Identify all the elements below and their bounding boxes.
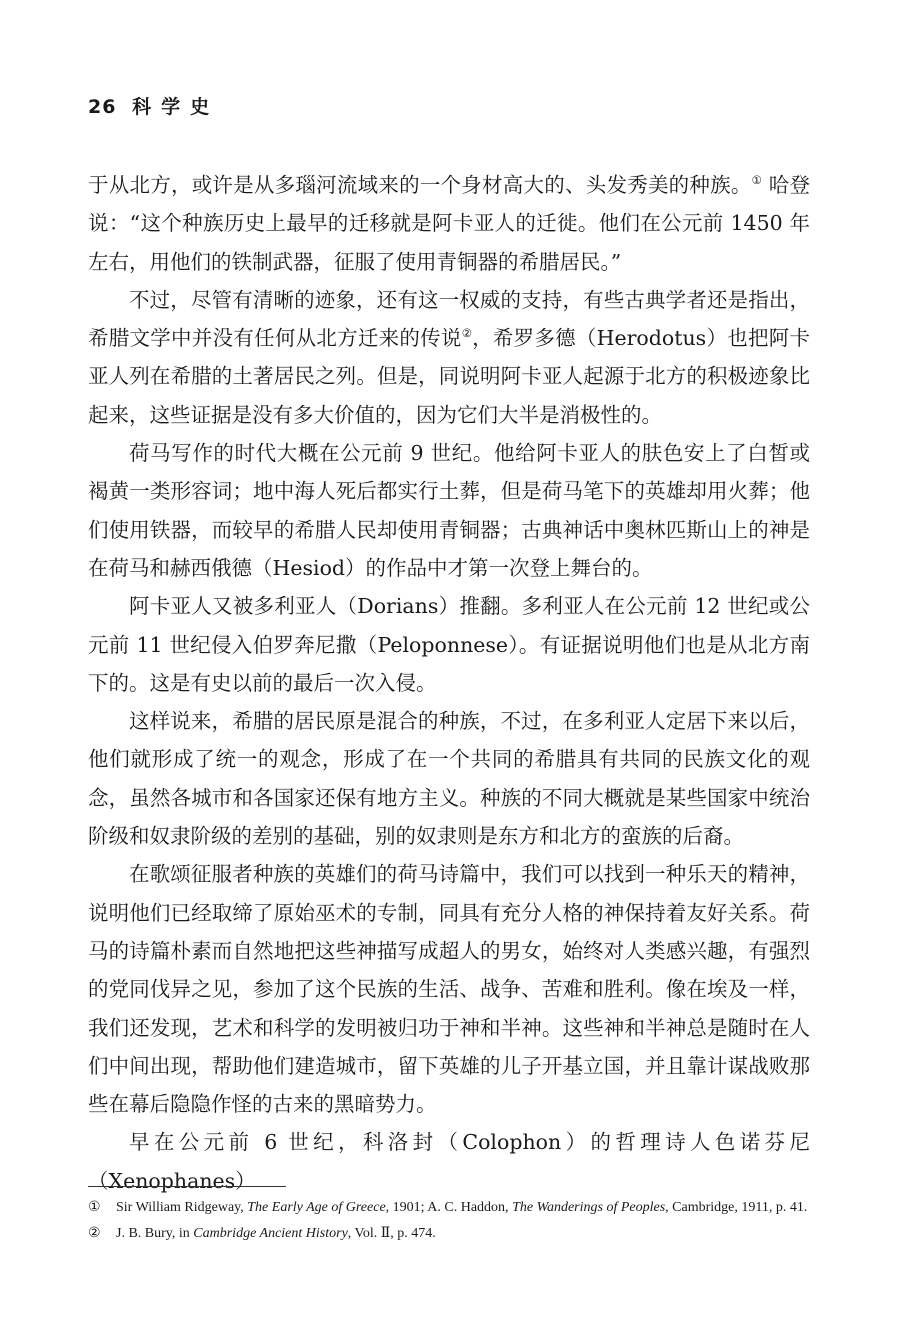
book-title: Cambridge Ancient History xyxy=(193,1226,348,1241)
footnote-mark: ① xyxy=(88,1200,101,1215)
footnote-divider xyxy=(88,1186,286,1187)
footnote-ref-2[interactable]: ② xyxy=(461,327,473,341)
paragraph-4: 阿卡亚人又被多利亚人（Dorians）推翻。多利亚人在公元前 12 世纪或公元前 11 世纪侵入伯罗奔尼撒（Peloponnese）。有证据说明他们也是从北方南下的。这是有史以前的最后一次入侵。 xyxy=(88,594,810,695)
book-title: The Wanderings of Peoples xyxy=(512,1200,666,1215)
paragraph-1: 于从北方，或许是从多瑙河流域来的一个身材高大的、头发秀美的种族。① 哈登说：“这个种族历史上最早的迁移就是阿卡亚人的迁徙。他们在公元前 1450 年左右，用他们的铁制武器，征服了使用青铜器的希腊居民。” xyxy=(88,173,810,274)
footnote-1: ① Sir William Ridgeway, The Early Age of Greece, 1901; A. C. Haddon, The Wanderings of Peoples, Cambridge, 1911, p. 41. xyxy=(88,1196,810,1219)
paragraph-6: 在歌颂征服者种族的英雄们的荷马诗篇中，我们可以找到一种乐天的精神，说明他们已经取缔了原始巫术的专制，同具有充分人格的神保持着友好关系。荷马的诗篇朴素而自然地把这些神描写成超人的男女，始终对人类感兴趣，有强烈的党同伐异之见，参加了这个民族的生活、战争、苦难和胜利。像在埃及一样，我们还发现，艺术和科学的发明被归功于神和半神。这些神和半神总是随时在人们中间出现，帮助他们建造城市，留下英雄的儿子开基立国，并且靠计谋战败那些在幕后隐隐作怪的古来的黑暗势力。 xyxy=(88,862,810,1117)
paragraph-2: 不过，尽管有清晰的迹象，还有这一权威的支持，有些古典学者还是指出，希腊文学中并没有任何从北方迁来的传说②，希罗多德（Herodotus）也把阿卡亚人列在希腊的土著居民之列。但是，同说明阿卡亚人起源于北方的积极迹象比起来，这些证据是没有多大价值的，因为它们大半是消极性的。 xyxy=(88,287,811,427)
paragraph-3: 荷马写作的时代大概在公元前 9 世纪。他给阿卡亚人的肤色安上了白皙或褐黄一类形容词；地中海人死后都实行土葬，但是荷马笔下的英雄却用火葬；他们使用铁器，而较早的希腊人民却使用青铜器；古典神话中奥林匹斯山上的神是在荷马和赫西俄德（Hesiod）的作品中才第一次登上舞台的。 xyxy=(88,441,810,580)
book-title: The Early Age of Greece xyxy=(247,1200,386,1215)
running-title: 科学史 xyxy=(132,96,220,118)
paragraph-5: 这样说来，希腊的居民原是混合的种族，不过，在多利亚人定居下来以后，他们就形成了统一的观念，形成了在一个共同的希腊具有共同的民族文化的观念，虽然各城市和各国家还保有地方主义。种族的不同大概就是某些国家中统治阶级和奴隶阶级的差别的基础，别的奴隶则是东方和北方的蛮族的后裔。 xyxy=(88,709,810,849)
footnote-mark: ② xyxy=(88,1226,101,1241)
footnote-ref-1[interactable]: ① xyxy=(751,174,762,188)
body-text xyxy=(88,166,810,1200)
page-number: 26 xyxy=(88,96,117,118)
footnote-2: ② J. B. Bury, in Cambridge Ancient History, Vol. Ⅱ, p. 474. xyxy=(88,1222,810,1245)
running-header xyxy=(88,92,219,119)
footnotes xyxy=(88,1196,810,1248)
paragraph-7: 早在公元前 6 世纪，科洛封（Colophon）的哲理诗人色诺芬尼（Xenophanes） xyxy=(88,1130,810,1193)
